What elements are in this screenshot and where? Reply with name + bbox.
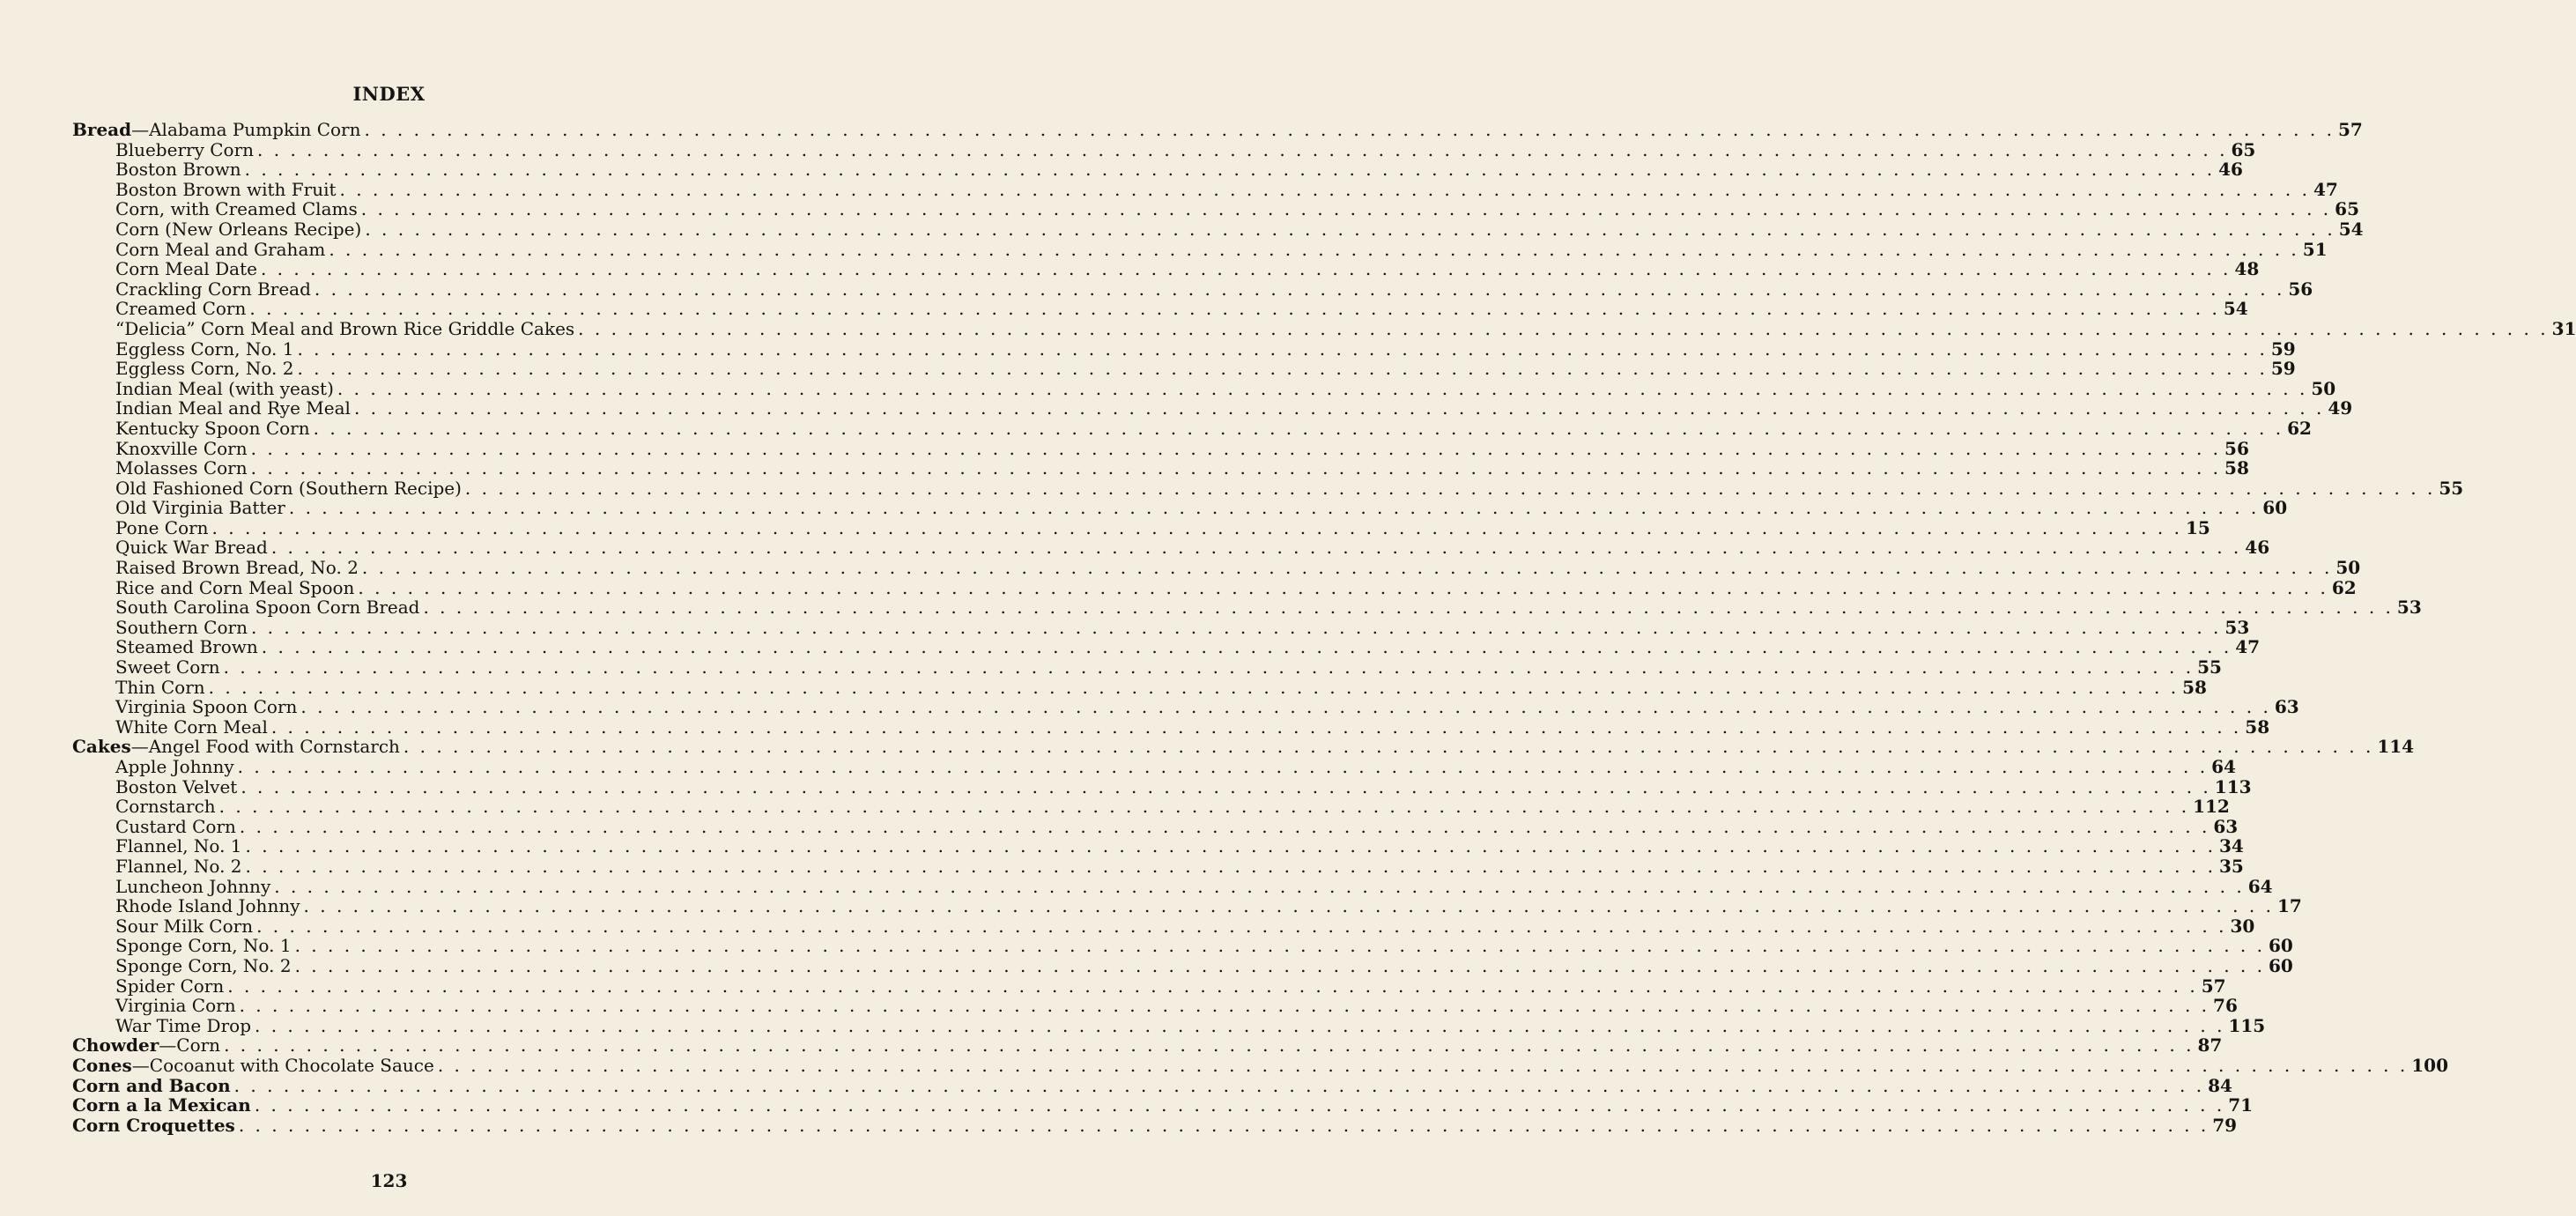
entry-page-number: 71 xyxy=(2228,1094,2254,1116)
entry-text: Sponge Corn, No. 1 xyxy=(115,935,292,957)
entry-page-number: 46 xyxy=(2218,159,2243,181)
entry-page-number: 31 xyxy=(2551,317,2576,339)
index-subentry xyxy=(72,238,2328,260)
entry-text: Corn Meal and Graham xyxy=(115,238,326,260)
leader-dots: . . . . . . . . . . . . . . . . . . . . . . . . . . . . . . . . . . . . . . . . . . . . . . . . . . . . . . . . . . . . . . . . . . . . . . . . . . . . . . . . . . . . . . . . . . . . . . . . . . . . . . . . . . . . . . . . . . . . . . . . xyxy=(297,337,2268,360)
leader-dots: . . . . . . . . . . . . . . . . . . . . . . . . . . . . . . . . . . . . . . . . . . . . . . . . . . . . . . . . . . . . . . . . . . . . . . . . . . . . . . . . . . . . . . . . . . . . . . . . . . . . . . . . . . . . . . . . . . . . . . . . xyxy=(239,815,2210,837)
entry-text: Kentucky Spoon Corn xyxy=(115,417,310,439)
entry-page-number: 76 xyxy=(2213,995,2238,1017)
entry-label xyxy=(115,240,325,260)
leader-dots: . . . . . . . . . . . . . . . . . . . . . . . . . . . . . . . . . . . . . . . . . . . . . . . . . . . . . . . . . . . . . . . . . . . . . . . . . . . . . . . . . . . . . . . . . . . . . . . . . . . . . . . . . . . . . . . . . . . . . . . . xyxy=(365,218,2335,240)
index-subentry xyxy=(72,138,2256,160)
entry-label xyxy=(115,717,268,738)
entry-text: Quick War Bread xyxy=(115,537,268,559)
entry-page-number: 34 xyxy=(2218,835,2244,857)
entry-page-number: 115 xyxy=(2228,1014,2266,1036)
entry-label xyxy=(115,518,209,538)
leader-dots: . . . . . . . . . . . . . . . . . . . . . . . . . . . . . . . . . . . . . . . . . . . . . . . . . . . . . . . . . . . . . . . . . . . . . . . . . . . . . . . . . . . . . . . . . . . . . . . . . . . . . . . . . . . . . . . . . . . . . . . . xyxy=(255,1014,2225,1036)
leader-dots: . . . . . . . . . . . . . . . . . . . . . . . . . . . . . . . . . . . . . . . . . . . . . . . . . . . . . . . . . . . . . . . . . . . . . . . . . . . . . . . . . . . . . . . . . . . . . . . . . . . . . . . . . . . . . . . . . . . . . . . . xyxy=(314,278,2285,300)
entry-text: Thin Corn xyxy=(115,676,205,698)
index-heading-entry xyxy=(72,1114,2238,1136)
leader-dots: . . . . . . . . . . . . . . . . . . . . . . . . . . . . . . . . . . . . . . . . . . . . . . . . . . . . . . . . . . . . . . . . . . . . . . . . . . . . . . . . . . . . . . . . . . . . . . . . . . . . . . . . . . . . . . . . . . . . . . . . xyxy=(300,696,2271,718)
entry-label xyxy=(115,439,248,459)
index-subentry xyxy=(72,815,2239,837)
entry-text: Cornstarch xyxy=(115,796,216,818)
entry-page-number: 62 xyxy=(2287,417,2312,439)
entry-label xyxy=(115,319,574,339)
index-subentry xyxy=(72,636,2261,658)
index-heading-entry xyxy=(72,1034,2223,1057)
entry-page-number: 64 xyxy=(2211,756,2236,777)
index-list xyxy=(72,119,2576,1136)
index-subentry xyxy=(72,597,2422,619)
entry-text: Boston Velvet xyxy=(115,775,238,797)
leader-dots: . . . . . . . . . . . . . . . . . . . . . . . . . . . . . . . . . . . . . . . . . . . . . . . . . . . . . . . . . . . . . . . . . . . . . . . . . . . . . . . . . . . . . . . . . . . . . . . . . . . . . . . . . . . . . . . . . . . . . . . . xyxy=(274,875,2245,897)
leader-dots: . . . . . . . . . . . . . . . . . . . . . . . . . . . . . . . . . . . . . . . . . . . . . . . . . . . . . . . . . . . . . . . . . . . . . . . . . . . . . . . . . . . . . . . . . . . . . . . . . . . . . . . . . . . . . . . . . . . . . . . . xyxy=(256,915,2227,937)
entry-page-number: 53 xyxy=(2396,597,2422,619)
entry-label xyxy=(115,199,358,219)
leader-dots: . . . . . . . . . . . . . . . . . . . . . . . . . . . . . . . . . . . . . . . . . . . . . . . . . . . . . . . . . . . . . . . . . . . . . . . . . . . . . . . . . . . . . . . . . . . . . . . . . . . . . . . . . . . . . . . . . . . . . . . . xyxy=(250,616,2222,638)
entry-heading: Corn a la Mexican xyxy=(72,1094,251,1116)
index-subentry xyxy=(72,497,2288,519)
leader-dots: . . . . . . . . . . . . . . . . . . . . . . . . . . . . . . . . . . . . . . . . . . . . . . . . . . . . . . . . . . . . . . . . . . . . . . . . . . . . . . . . . . . . . . . . . . . . . . . . . . . . . . . . . . . . . . . . . . . . . . . . xyxy=(245,835,2216,857)
leader-dots: . . . . . . . . . . . . . . . . . . . . . . . . . . . . . . . . . . . . . . . . . . . . . . . . . . . . . . . . . . . . . . . . . . . . . . . . . . . . . . . . . . . . . . . . . . . . . . . . . . . . . . . . . . . . . . . . . . . . . . . . xyxy=(239,995,2210,1017)
entry-page-number: 64 xyxy=(2247,875,2273,897)
entry-label xyxy=(115,976,224,997)
entry-label xyxy=(115,538,268,558)
index-subentry xyxy=(72,437,2249,459)
leader-dots: . . . . . . . . . . . . . . . . . . . . . . . . . . . . . . . . . . . . . . . . . . . . . . . . . . . . . . . . . . . . . . . . . . . . . . . . . . . . . . . . . . . . . . . . . . . . . . . . . . . . . . . . . . . . . . . . . . . . . . . . xyxy=(227,975,2198,997)
index-subentry xyxy=(72,537,2270,559)
index-subentry xyxy=(72,377,2336,399)
leader-dots: . . . . . . . . . . . . . . . . . . . . . . . . . . . . . . . . . . . . . . . . . . . . . . . . . . . . . . . . . . . . . . . . . . . . . . . . . . . . . . . . . . . . . . . . . . . . . . . . . . . . . . . . . . . . . . . . . . . . . . . . xyxy=(360,198,2332,220)
entry-page-number: 65 xyxy=(2231,138,2256,160)
entry-text: Boston Brown xyxy=(115,159,241,181)
index-subentry xyxy=(72,835,2244,857)
entry-text: Spider Corn xyxy=(115,975,225,997)
entry-text: Southern Corn xyxy=(115,616,248,638)
entry-label xyxy=(115,836,242,856)
index-subentry xyxy=(72,218,2364,240)
index-subentry xyxy=(72,995,2238,1017)
leader-dots: . . . . . . . . . . . . . . . . . . . . . . . . . . . . . . . . . . . . . . . . . . . . . . . . . . . . . . . . . . . . . . . . . . . . . . . . . . . . . . . . . . . . . . . . . . . . . . . . . . . . . . . . . . . . . . . . . . . . . . . . xyxy=(294,935,2265,957)
entry-label xyxy=(72,1035,220,1056)
entry-page-number: 63 xyxy=(2213,815,2239,837)
entry-heading: Cakes xyxy=(72,736,131,758)
leader-dots: . . . . . . . . . . . . . . . . . . . . . . . . . . . . . . . . . . . . . . . . . . . . . . . . . . . . . . . . . . . . . . . . . . . . . . . . . . . . . . . . . . . . . . . . . . . . . . . . . . . . . . . . . . . . . . . . . . . . . . . . xyxy=(578,317,2549,339)
leader-dots: . . . . . . . . . . . . . . . . . . . . . . . . . . . . . . . . . . . . . . . . . . . . . . . . . . . . . . . . . . . . . . . . . . . . . . . . . . . . . . . . . . . . . . . . . . . . . . . . . . . . . . . . . . . . . . . . . . . . . . . . xyxy=(261,636,2232,658)
entry-text: Indian Meal (with yeast) xyxy=(115,377,334,399)
entry-label xyxy=(115,936,292,956)
entry-page-number: 49 xyxy=(2328,397,2353,419)
entry-text: Rice and Corn Meal Spoon xyxy=(115,576,355,598)
leader-dots: . . . . . . . . . . . . . . . . . . . . . . . . . . . . . . . . . . . . . . . . . . . . . . . . . . . . . . . . . . . . . . . . . . . . . . . . . . . . . . . . . . . . . . . . . . . . . . . . . . . . . . . . . . . . . . . . . . . . . . . . xyxy=(364,119,2335,140)
entry-text: Old Virginia Batter xyxy=(115,497,285,519)
index-subentry xyxy=(72,477,2464,499)
entry-label xyxy=(72,120,361,140)
entry-text: Sponge Corn, No. 2 xyxy=(115,954,292,976)
entry-text: —Cocoanut with Chocolate Sauce xyxy=(131,1054,434,1076)
entry-page-number: 60 xyxy=(2262,497,2288,519)
leader-dots: . . . . . . . . . . . . . . . . . . . . . . . . . . . . . . . . . . . . . . . . . . . . . . . . . . . . . . . . . . . . . . . . . . . . . . . . . . . . . . . . . . . . . . . . . . . . . . . . . . . . . . . . . . . . . . . . . . . . . . . . xyxy=(361,557,2333,579)
leader-dots: . . . . . . . . . . . . . . . . . . . . . . . . . . . . . . . . . . . . . . . . . . . . . . . . . . . . . . . . . . . . . . . . . . . . . . . . . . . . . . . . . . . . . . . . . . . . . . . . . . . . . . . . . . . . . . . . . . . . . . . . xyxy=(423,597,2394,619)
entry-label xyxy=(115,478,462,499)
index-subentry xyxy=(72,915,2255,937)
index-subentry xyxy=(72,417,2312,439)
entry-text: Indian Meal and Rye Meal xyxy=(115,397,351,419)
entry-text: Blueberry Corn xyxy=(115,138,255,160)
entry-text: Creamed Corn xyxy=(115,298,247,320)
index-subentry xyxy=(72,159,2243,181)
index-subentry xyxy=(72,178,2338,200)
entry-label xyxy=(115,219,361,240)
entry-label xyxy=(115,797,216,817)
leader-dots: . . . . . . . . . . . . . . . . . . . . . . . . . . . . . . . . . . . . . . . . . . . . . . . . . . . . . . . . . . . . . . . . . . . . . . . . . . . . . . . . . . . . . . . . . . . . . . . . . . . . . . . . . . . . . . . . . . . . . . . . xyxy=(437,1054,2409,1076)
index-subentry xyxy=(72,756,2236,777)
entry-page-number: 55 xyxy=(2439,477,2464,499)
entry-page-number: 114 xyxy=(2377,736,2415,758)
entry-label xyxy=(115,299,246,319)
index-subentry xyxy=(72,298,2248,320)
leader-dots: . . . . . . . . . . . . . . . . . . . . . . . . . . . . . . . . . . . . . . . . . . . . . . . . . . . . . . . . . . . . . . . . . . . . . . . . . . . . . . . . . . . . . . . . . . . . . . . . . . . . . . . . . . . . . . . . . . . . . . . . xyxy=(270,537,2242,559)
entry-label xyxy=(72,1056,434,1076)
entry-page-number: 100 xyxy=(2411,1054,2449,1076)
entry-page-number: 35 xyxy=(2218,855,2244,877)
entry-page-number: 47 xyxy=(2313,178,2338,200)
leader-dots: . . . . . . . . . . . . . . . . . . . . . . . . . . . . . . . . . . . . . . . . . . . . . . . . . . . . . . . . . . . . . . . . . . . . . . . . . . . . . . . . . . . . . . . . . . . . . . . . . . . . . . . . . . . . . . . . . . . . . . . . xyxy=(249,298,2220,320)
leader-dots: . . . . . . . . . . . . . . . . . . . . . . . . . . . . . . . . . . . . . . . . . . . . . . . . . . . . . . . . . . . . . . . . . . . . . . . . . . . . . . . . . . . . . . . . . . . . . . . . . . . . . . . . . . . . . . . . . . . . . . . . xyxy=(241,775,2211,797)
index-subentry xyxy=(72,457,2249,479)
entry-text: Raised Brown Bread, No. 2 xyxy=(115,557,359,579)
entry-label xyxy=(115,379,334,399)
entry-text: Eggless Corn, No. 1 xyxy=(115,337,294,360)
entry-page-number: 87 xyxy=(2197,1034,2223,1057)
leader-dots: . . . . . . . . . . . . . . . . . . . . . . . . . . . . . . . . . . . . . . . . . . . . . . . . . . . . . . . . . . . . . . . . . . . . . . . . . . . . . . . . . . . . . . . . . . . . . . . . . . . . . . . . . . . . . . . . . . . . . . . . xyxy=(254,1094,2225,1116)
leader-dots: . . . . . . . . . . . . . . . . . . . . . . . . . . . . . . . . . . . . . . . . . . . . . . . . . . . . . . . . . . . . . . . . . . . . . . . . . . . . . . . . . . . . . . . . . . . . . . . . . . . . . . . . . . . . . . . . . . . . . . . . xyxy=(245,855,2216,877)
entry-text: Corn (New Orleans Recipe) xyxy=(115,218,362,240)
leader-dots: . . . . . . . . . . . . . . . . . . . . . . . . . . . . . . . . . . . . . . . . . . . . . . . . . . . . . . . . . . . . . . . . . . . . . . . . . . . . . . . . . . . . . . . . . . . . . . . . . . . . . . . . . . . . . . . . . . . . . . . . xyxy=(250,457,2222,479)
index-subentry xyxy=(72,1014,2266,1036)
entry-text: Custard Corn xyxy=(115,815,236,837)
entry-text: Molasses Corn xyxy=(115,457,248,479)
entry-label xyxy=(115,259,257,279)
entry-text: Eggless Corn, No. 2 xyxy=(115,358,294,380)
entry-label xyxy=(115,777,237,797)
leader-dots: . . . . . . . . . . . . . . . . . . . . . . . . . . . . . . . . . . . . . . . . . . . . . . . . . . . . . . . . . . . . . . . . . . . . . . . . . . . . . . . . . . . . . . . . . . . . . . . . . . . . . . . . . . . . . . . . . . . . . . . . xyxy=(233,1074,2205,1096)
leader-dots: . . . . . . . . . . . . . . . . . . . . . . . . . . . . . . . . . . . . . . . . . . . . . . . . . . . . . . . . . . . . . . . . . . . . . . . . . . . . . . . . . . . . . . . . . . . . . . . . . . . . . . . . . . . . . . . . . . . . . . . . xyxy=(297,358,2268,380)
entry-label xyxy=(115,996,236,1016)
entry-text: Rhode Island Johnny xyxy=(115,895,300,917)
leader-dots: . . . . . . . . . . . . . . . . . . . . . . . . . . . . . . . . . . . . . . . . . . . . . . . . . . . . . . . . . . . . . . . . . . . . . . . . . . . . . . . . . . . . . . . . . . . . . . . . . . . . . . . . . . . . . . . . . . . . . . . . xyxy=(464,477,2436,499)
index-subentry xyxy=(72,855,2244,877)
entry-heading: Cones xyxy=(72,1054,132,1076)
leader-dots: . . . . . . . . . . . . . . . . . . . . . . . . . . . . . . . . . . . . . . . . . . . . . . . . . . . . . . . . . . . . . . . . . . . . . . . . . . . . . . . . . . . . . . . . . . . . . . . . . . . . . . . . . . . . . . . . . . . . . . . . xyxy=(403,736,2374,758)
entry-label xyxy=(115,458,248,478)
index-subentry xyxy=(72,875,2273,897)
entry-text: Boston Brown with Fruit xyxy=(115,178,337,200)
leader-dots: . . . . . . . . . . . . . . . . . . . . . . . . . . . . . . . . . . . . . . . . . . . . . . . . . . . . . . . . . . . . . . . . . . . . . . . . . . . . . . . . . . . . . . . . . . . . . . . . . . . . . . . . . . . . . . . . . . . . . . . . xyxy=(208,676,2180,698)
entry-text: Pone Corn xyxy=(115,516,209,538)
entry-page-number: 17 xyxy=(2276,895,2302,917)
index-subentry xyxy=(72,935,2293,957)
entry-page-number: 63 xyxy=(2274,696,2299,718)
index-heading-entry xyxy=(72,119,2363,140)
entry-text: Flannel, No. 1 xyxy=(115,835,242,857)
entry-label xyxy=(72,1076,231,1096)
entry-label xyxy=(115,498,285,518)
entry-page-number: 56 xyxy=(2288,278,2313,300)
entry-text: Sour Milk Corn xyxy=(115,915,254,937)
entry-text: Knoxville Corn xyxy=(115,437,248,459)
entry-text: Crackling Corn Bread xyxy=(115,278,311,300)
leader-dots: . . . . . . . . . . . . . . . . . . . . . . . . . . . . . . . . . . . . . . . . . . . . . . . . . . . . . . . . . . . . . . . . . . . . . . . . . . . . . . . . . . . . . . . . . . . . . . . . . . . . . . . . . . . . . . . . . . . . . . . . xyxy=(237,756,2209,777)
index-subentry xyxy=(72,317,2576,339)
index-subentry xyxy=(72,198,2360,220)
entry-page-number: 58 xyxy=(2245,716,2270,738)
leader-dots: . . . . . . . . . . . . . . . . . . . . . . . . . . . . . . . . . . . . . . . . . . . . . . . . . . . . . . . . . . . . . . . . . . . . . . . . . . . . . . . . . . . . . . . . . . . . . . . . . . . . . . . . . . . . . . . . . . . . . . . . xyxy=(358,576,2328,598)
entry-page-number: 57 xyxy=(2201,975,2226,997)
leader-dots: . . . . . . . . . . . . . . . . . . . . . . . . . . . . . . . . . . . . . . . . . . . . . . . . . . . . . . . . . . . . . . . . . . . . . . . . . . . . . . . . . . . . . . . . . . . . . . . . . . . . . . . . . . . . . . . . . . . . . . . . xyxy=(257,138,2228,160)
index-subentry xyxy=(72,975,2226,997)
entry-page-number: 50 xyxy=(2335,557,2361,579)
entry-label xyxy=(115,637,258,657)
entry-text: White Corn Meal xyxy=(115,716,268,738)
entry-page-number: 59 xyxy=(2270,337,2296,360)
entry-label xyxy=(115,339,293,360)
leader-dots: . . . . . . . . . . . . . . . . . . . . . . . . . . . . . . . . . . . . . . . . . . . . . . . . . . . . . . . . . . . . . . . . . . . . . . . . . . . . . . . . . . . . . . . . . . . . . . . . . . . . . . . . . . . . . . . . . . . . . . . . xyxy=(238,1114,2210,1136)
leader-dots: . . . . . . . . . . . . . . . . . . . . . . . . . . . . . . . . . . . . . . . . . . . . . . . . . . . . . . . . . . . . . . . . . . . . . . . . . . . . . . . . . . . . . . . . . . . . . . . . . . . . . . . . . . . . . . . . . . . . . . . . xyxy=(260,258,2232,280)
entry-label xyxy=(115,618,248,638)
index-heading-entry xyxy=(72,1074,2232,1096)
leader-dots: . . . . . . . . . . . . . . . . . . . . . . . . . . . . . . . . . . . . . . . . . . . . . . . . . . . . . . . . . . . . . . . . . . . . . . . . . . . . . . . . . . . . . . . . . . . . . . . . . . . . . . . . . . . . . . . . . . . . . . . . xyxy=(339,178,2310,200)
index-heading-entry xyxy=(72,1094,2254,1116)
entry-label xyxy=(115,856,242,877)
leader-dots: . . . . . . . . . . . . . . . . . . . . . . . . . . . . . . . . . . . . . . . . . . . . . . . . . . . . . . . . . . . . . . . . . . . . . . . . . . . . . . . . . . . . . . . . . . . . . . . . . . . . . . . . . . . . . . . . . . . . . . . . xyxy=(288,497,2260,519)
index-subentry xyxy=(72,557,2361,579)
index-subentry xyxy=(72,258,2260,280)
index-subentry xyxy=(72,616,2250,638)
index-subentry xyxy=(72,358,2296,380)
entry-text: South Carolina Spoon Corn Bread xyxy=(115,597,420,619)
entry-heading: Corn and Bacon xyxy=(72,1074,231,1096)
leader-dots: . . . . . . . . . . . . . . . . . . . . . . . . . . . . . . . . . . . . . . . . . . . . . . . . . . . . . . . . . . . . . . . . . . . . . . . . . . . . . . . . . . . . . . . . . . . . . . . . . . . . . . . . . . . . . . . . . . . . . . . . xyxy=(224,1034,2195,1057)
entry-text: Luncheon Johnny xyxy=(115,875,271,897)
entry-text: Steamed Brown xyxy=(115,636,258,658)
entry-page-number: 113 xyxy=(2214,775,2252,797)
index-subentry xyxy=(72,397,2353,419)
entry-heading: Chowder xyxy=(72,1034,159,1057)
entry-page-number: 57 xyxy=(2337,119,2363,140)
entry-label xyxy=(115,558,359,578)
entry-label xyxy=(115,180,337,200)
entry-page-number: 15 xyxy=(2185,516,2210,538)
entry-page-number: 112 xyxy=(2193,796,2230,818)
index-subentry xyxy=(72,278,2313,300)
entry-page-number: 79 xyxy=(2212,1114,2238,1136)
leader-dots: . . . . . . . . . . . . . . . . . . . . . . . . . . . . . . . . . . . . . . . . . . . . . . . . . . . . . . . . . . . . . . . . . . . . . . . . . . . . . . . . . . . . . . . . . . . . . . . . . . . . . . . . . . . . . . . . . . . . . . . . xyxy=(244,159,2216,181)
entry-page-number: 58 xyxy=(2224,457,2249,479)
entry-heading: Bread xyxy=(72,119,132,140)
leader-dots: . . . . . . . . . . . . . . . . . . . . . . . . . . . . . . . . . . . . . . . . . . . . . . . . . . . . . . . . . . . . . . . . . . . . . . . . . . . . . . . . . . . . . . . . . . . . . . . . . . . . . . . . . . . . . . . . . . . . . . . . xyxy=(218,796,2190,818)
entry-text: Virginia Corn xyxy=(115,995,236,1017)
index-subentry xyxy=(72,337,2296,360)
entry-label xyxy=(115,916,253,937)
index-subentry xyxy=(72,676,2207,698)
entry-label xyxy=(72,1116,235,1136)
entry-page-number: 59 xyxy=(2270,358,2296,380)
entry-page-number: 58 xyxy=(2182,676,2207,698)
entry-label xyxy=(115,757,234,777)
entry-label xyxy=(115,817,236,837)
entry-label xyxy=(72,1095,251,1116)
entry-label xyxy=(115,697,297,717)
entry-page-number: 84 xyxy=(2208,1074,2232,1096)
entry-label xyxy=(115,657,220,678)
leader-dots: . . . . . . . . . . . . . . . . . . . . . . . . . . . . . . . . . . . . . . . . . . . . . . . . . . . . . . . . . . . . . . . . . . . . . . . . . . . . . . . . . . . . . . . . . . . . . . . . . . . . . . . . . . . . . . . . . . . . . . . . xyxy=(211,516,2182,538)
index-heading-entry xyxy=(72,736,2415,758)
entry-text: Virginia Spoon Corn xyxy=(115,696,298,718)
entry-text: Flannel, No. 2 xyxy=(115,855,242,877)
entry-label xyxy=(72,737,400,757)
entry-label xyxy=(115,159,241,180)
leader-dots: . . . . . . . . . . . . . . . . . . . . . . . . . . . . . . . . . . . . . . . . . . . . . . . . . . . . . . . . . . . . . . . . . . . . . . . . . . . . . . . . . . . . . . . . . . . . . . . . . . . . . . . . . . . . . . . . . . . . . . . . xyxy=(303,895,2274,917)
index-heading-entry xyxy=(72,1054,2449,1076)
entry-text: —Corn xyxy=(159,1034,221,1057)
entry-label xyxy=(115,140,254,160)
leader-dots: . . . . . . . . . . . . . . . . . . . . . . . . . . . . . . . . . . . . . . . . . . . . . . . . . . . . . . . . . . . . . . . . . . . . . . . . . . . . . . . . . . . . . . . . . . . . . . . . . . . . . . . . . . . . . . . . . . . . . . . . xyxy=(353,397,2325,419)
index-subentry xyxy=(72,516,2210,538)
entry-page-number: 54 xyxy=(2223,298,2248,320)
page-number: 123 xyxy=(370,1170,408,1191)
entry-text: Sweet Corn xyxy=(115,656,220,678)
entry-text: Corn, with Creamed Clams xyxy=(115,198,358,220)
entry-page-number: 65 xyxy=(2335,198,2360,220)
leader-dots: . . . . . . . . . . . . . . . . . . . . . . . . . . . . . . . . . . . . . . . . . . . . . . . . . . . . . . . . . . . . . . . . . . . . . . . . . . . . . . . . . . . . . . . . . . . . . . . . . . . . . . . . . . . . . . . . . . . . . . . . xyxy=(313,417,2284,439)
leader-dots: . . . . . . . . . . . . . . . . . . . . . . . . . . . . . . . . . . . . . . . . . . . . . . . . . . . . . . . . . . . . . . . . . . . . . . . . . . . . . . . . . . . . . . . . . . . . . . . . . . . . . . . . . . . . . . . . . . . . . . . . xyxy=(250,437,2222,459)
entry-page-number: 62 xyxy=(2331,576,2357,598)
entry-text: Corn Meal Date xyxy=(115,258,257,280)
entry-page-number: 60 xyxy=(2269,935,2293,957)
entry-page-number: 60 xyxy=(2269,954,2293,976)
entry-text: —Angel Food with Cornstarch xyxy=(130,736,400,758)
entry-page-number: 50 xyxy=(2311,377,2336,399)
leader-dots: . . . . . . . . . . . . . . . . . . . . . . . . . . . . . . . . . . . . . . . . . . . . . . . . . . . . . . . . . . . . . . . . . . . . . . . . . . . . . . . . . . . . . . . . . . . . . . . . . . . . . . . . . . . . . . . . . . . . . . . . xyxy=(329,238,2299,260)
index-subentry xyxy=(72,576,2357,598)
leader-dots: . . . . . . . . . . . . . . . . . . . . . . . . . . . . . . . . . . . . . . . . . . . . . . . . . . . . . . . . . . . . . . . . . . . . . . . . . . . . . . . . . . . . . . . . . . . . . . . . . . . . . . . . . . . . . . . . . . . . . . . . xyxy=(337,377,2308,399)
entry-text: —Alabama Pumpkin Corn xyxy=(131,119,361,140)
entry-label xyxy=(115,597,419,618)
entry-text: Old Fashioned Corn (Southern Recipe) xyxy=(115,477,462,499)
entry-page-number: 48 xyxy=(2234,258,2260,280)
index-subentry xyxy=(72,696,2299,718)
entry-page-number: 46 xyxy=(2245,537,2270,559)
entry-page-number: 54 xyxy=(2338,218,2364,240)
entry-page-number: 47 xyxy=(2235,636,2261,658)
entry-page-number: 51 xyxy=(2302,238,2328,260)
index-subentry xyxy=(72,954,2293,976)
index-subentry xyxy=(72,796,2230,818)
entry-label xyxy=(115,279,311,300)
entry-text: War Time Drop xyxy=(115,1014,251,1036)
index-subentry xyxy=(72,895,2302,917)
entry-label xyxy=(115,956,292,976)
entry-label xyxy=(115,419,310,439)
index-subentry xyxy=(72,716,2270,738)
entry-page-number: 56 xyxy=(2224,437,2249,459)
page-title: INDEX xyxy=(352,83,426,105)
index-subentry xyxy=(72,656,2222,678)
entry-text: Apple Johnny xyxy=(115,756,234,777)
entry-heading: Corn Croquettes xyxy=(72,1114,235,1136)
leader-dots: . . . . . . . . . . . . . . . . . . . . . . . . . . . . . . . . . . . . . . . . . . . . . . . . . . . . . . . . . . . . . . . . . . . . . . . . . . . . . . . . . . . . . . . . . . . . . . . . . . . . . . . . . . . . . . . . . . . . . . . . xyxy=(294,954,2265,976)
entry-page-number: 30 xyxy=(2230,915,2255,937)
entry-label xyxy=(115,877,270,897)
entry-label xyxy=(115,896,300,916)
entry-label xyxy=(115,578,354,598)
entry-text: “Delicia” Corn Meal and Brown Rice Griddle Cakes xyxy=(115,317,575,339)
leader-dots: . . . . . . . . . . . . . . . . . . . . . . . . . . . . . . . . . . . . . . . . . . . . . . . . . . . . . . . . . . . . . . . . . . . . . . . . . . . . . . . . . . . . . . . . . . . . . . . . . . . . . . . . . . . . . . . . . . . . . . . . xyxy=(223,656,2195,678)
entry-label xyxy=(115,678,205,698)
entry-label xyxy=(115,398,351,419)
index-subentry xyxy=(72,775,2252,797)
entry-page-number: 53 xyxy=(2224,616,2250,638)
entry-page-number: 55 xyxy=(2197,656,2222,678)
entry-label xyxy=(115,1016,251,1036)
entry-label xyxy=(115,359,293,379)
leader-dots: . . . . . . . . . . . . . . . . . . . . . . . . . . . . . . . . . . . . . . . . . . . . . . . . . . . . . . . . . . . . . . . . . . . . . . . . . . . . . . . . . . . . . . . . . . . . . . . . . . . . . . . . . . . . . . . . . . . . . . . . xyxy=(270,716,2242,738)
